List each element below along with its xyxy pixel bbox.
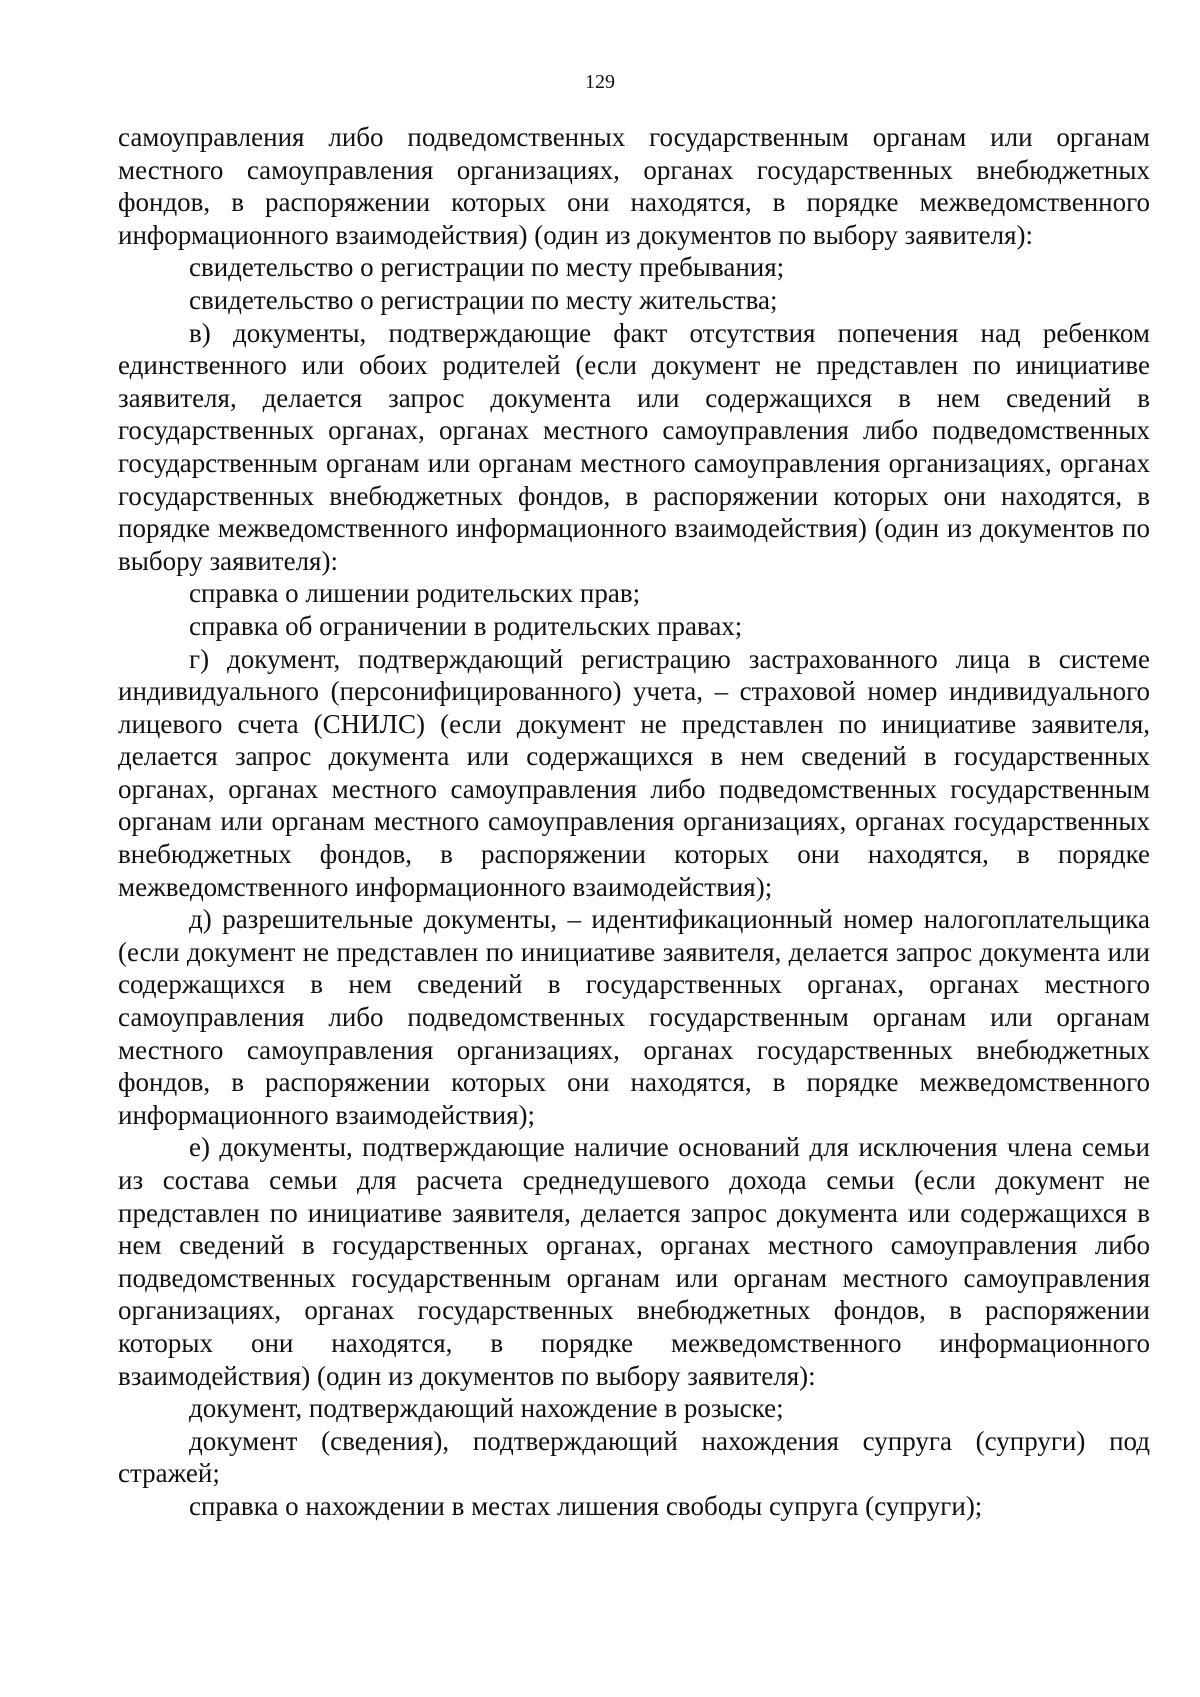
list-item-registration-residence: свидетельство о регистрации по месту жительства;: [189, 284, 778, 315]
paragraph-item-v: в) документы, подтверждающие факт отсутствия попечения над ребенком единственного или обоих родителей (если документ не представлен по инициативе заявителя, делается запрос документа или содержащихся в нем сведений в государственных органах, органах местного самоуправления либо подведомственных государственным органам или органам местного самоуправления организациях, органах государственных внебюджетных фондов, в распоряжении которых они находятся, в порядке межведомственного информационного взаимодействия) (один из документов по выбору заявителя):: [118, 317, 1150, 576]
list-item-limitation-rights: справка об ограничении в родительских правах;: [189, 610, 743, 641]
paragraph-item-e: е) документы, подтверждающие наличие оснований для исключения члена семьи из состава семьи для расчета среднедушевого дохода семьи (если документ не представлен по инициативе заявителя, делается запрос документа или содержащихся в нем сведений в государственных органах, органах местного самоуправления либо подведомственных государственным органам или органам местного самоуправления организациях, органах государственных внебюджетных фондов, в распоряжении которых они находятся, в порядке межведомственного информационного взаимодействия) (один из документов по выбору заявителя):: [118, 1132, 1150, 1391]
list-item-wanted: документ, подтверждающий нахождение в розыске;: [189, 1393, 784, 1424]
list-item-imprisonment: справка о нахождении в местах лишения свободы супруга (супруги);: [189, 1490, 983, 1521]
list-item-registration-stay: свидетельство о регистрации по месту пребывания;: [189, 252, 785, 283]
paragraph-continuation: самоуправления либо подведомственных государственным органам или органам местного самоуправления организациях, органах государственных внебюджетных фондов, в распоряжении которых они находятся, в порядке межведомственного информационного взаимодействия) (один из документов по выбору заявителя):: [118, 122, 1150, 250]
paragraph-item-g: г) документ, подтверждающий регистрацию застрахованного лица в системе индивидуального (персонифицированного) учета, – страховой номер индивидуального лицевого счета (СНИЛС) (если документ не представлен по инициативе заявителя, делается запрос документа или содержащихся в нем сведений в государственных органах, органах местного самоуправления либо подведомственных государственным органам или органам местного самоуправления организациях, органах государственных внебюджетных фондов, в распоряжении которых они находятся, в порядке межведомственного информационного взаимодействия);: [118, 643, 1150, 902]
page-number: 129: [585, 71, 615, 93]
document-body: [118, 121, 1150, 1523]
list-item-custody: документ (сведения), подтверждающий нахождения супруга (супруги) под стражей;: [118, 1425, 1150, 1489]
paragraph-item-d: д) разрешительные документы, – идентификационный номер налогоплательщика (если документ не представлен по инициативе заявителя, делается запрос документа или содержащихся в нем сведений в государственных органах, органах местного самоуправления либо подведомственных государственным органам или органам местного самоуправления организациях, органах государственных внебюджетных фондов, в распоряжении которых они находятся, в порядке межведомственного информационного взаимодействия);: [118, 904, 1150, 1130]
list-item-deprivation-rights: справка о лишении родительских прав;: [189, 578, 641, 609]
